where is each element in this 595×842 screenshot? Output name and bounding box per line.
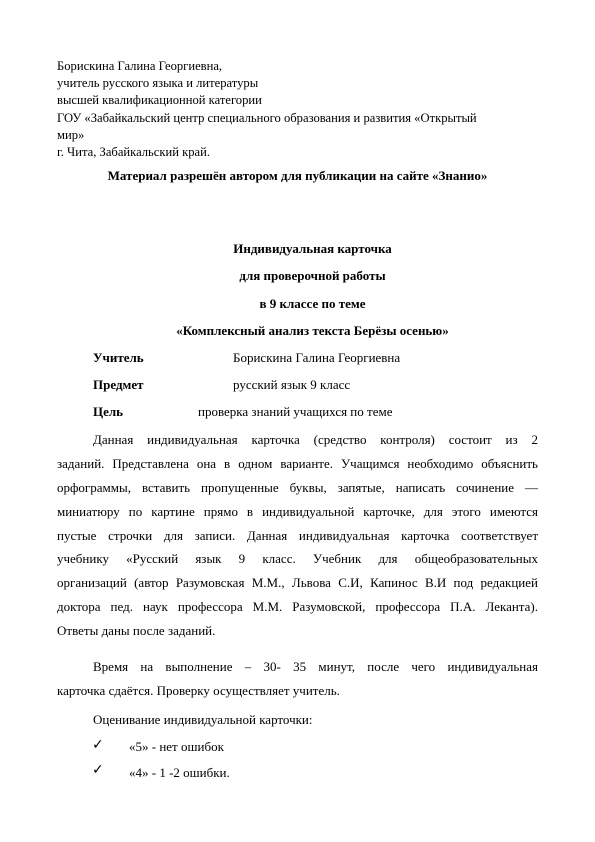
- paragraph-line: орфограммы, вставить пропущенные буквы, запятые, написать сочинение —: [57, 479, 538, 495]
- paragraph-line: Ответы даны после заданий.: [57, 623, 216, 639]
- goal-value: проверка знаний учащихся по теме: [198, 404, 393, 419]
- author-organization: ГОУ «Забайкальский центр специального образования и развития «Открытый: [57, 110, 477, 125]
- time-paragraph: [57, 655, 538, 703]
- title-line-4: «Комплексный анализ текста Берёзы осенью»: [176, 323, 449, 338]
- grading-item-4: «4» - 1 -2 ошибки.: [129, 765, 230, 780]
- author-name: Борискина Галина Георгиевна,: [57, 59, 223, 73]
- teacher-label: Учитель: [93, 350, 144, 365]
- paragraph-line: Время на выполнение – 30- 35 минут, после чего индивидуальная: [93, 659, 538, 674]
- paragraph-line: Данная индивидуальная карточка (средство контроля) состоит из 2: [93, 432, 538, 447]
- grading-title: Оценивание индивидуальной карточки:: [93, 712, 313, 727]
- paragraph-line: карточка сдаётся. Проверку осуществляет учитель.: [57, 682, 340, 698]
- check-mark-icon: ✓: [92, 762, 104, 778]
- grading-item-5: «5» - нет ошибок: [129, 739, 224, 754]
- author-category: высшей квалификационной категории: [57, 93, 262, 108]
- subject-label: Предмет: [93, 377, 144, 392]
- paragraph-line: пустые строчки для записи. Данная индивидуальная карточка соответствует: [57, 527, 538, 543]
- author-info: [57, 58, 537, 161]
- title-line-1: Индивидуальная карточка: [233, 241, 392, 256]
- paragraph-line: организаций (автор Разумовская М.М., Львова С.И, Капинос В.И под редакцией: [57, 575, 538, 591]
- paragraph-line: учебнику «Русский язык 9 класс. Учебник для общеобразовательных: [57, 551, 538, 567]
- title-line-3: в 9 классе по теме: [259, 296, 366, 311]
- check-mark-icon: ✓: [92, 737, 104, 753]
- teacher-value: Борискина Галина Георгиевна: [233, 350, 401, 365]
- paragraph-line: заданий. Представлена она в одном варианте. Учащимся необходимо объяснить: [57, 455, 538, 471]
- goal-label: Цель: [93, 404, 124, 419]
- paragraph-line: миниатюру по картине прямо в индивидуальной карточке, для этого имеются: [57, 503, 538, 519]
- permission-notice: Материал разрешён автором для публикации на сайте «Знанио»: [107, 168, 488, 183]
- author-position: учитель русского языка и литературы: [57, 76, 259, 91]
- description-paragraph: [57, 428, 538, 643]
- paragraph-line: доктора пед. наук профессора М.М. Разумовской, профессора П.А. Леканта).: [57, 599, 538, 615]
- author-organization-cont: мир»: [57, 127, 85, 142]
- subject-value: русский язык 9 класс: [233, 377, 351, 392]
- author-location: г. Чита, Забайкальский край.: [57, 145, 211, 160]
- title-line-2: для проверочной работы: [239, 268, 386, 283]
